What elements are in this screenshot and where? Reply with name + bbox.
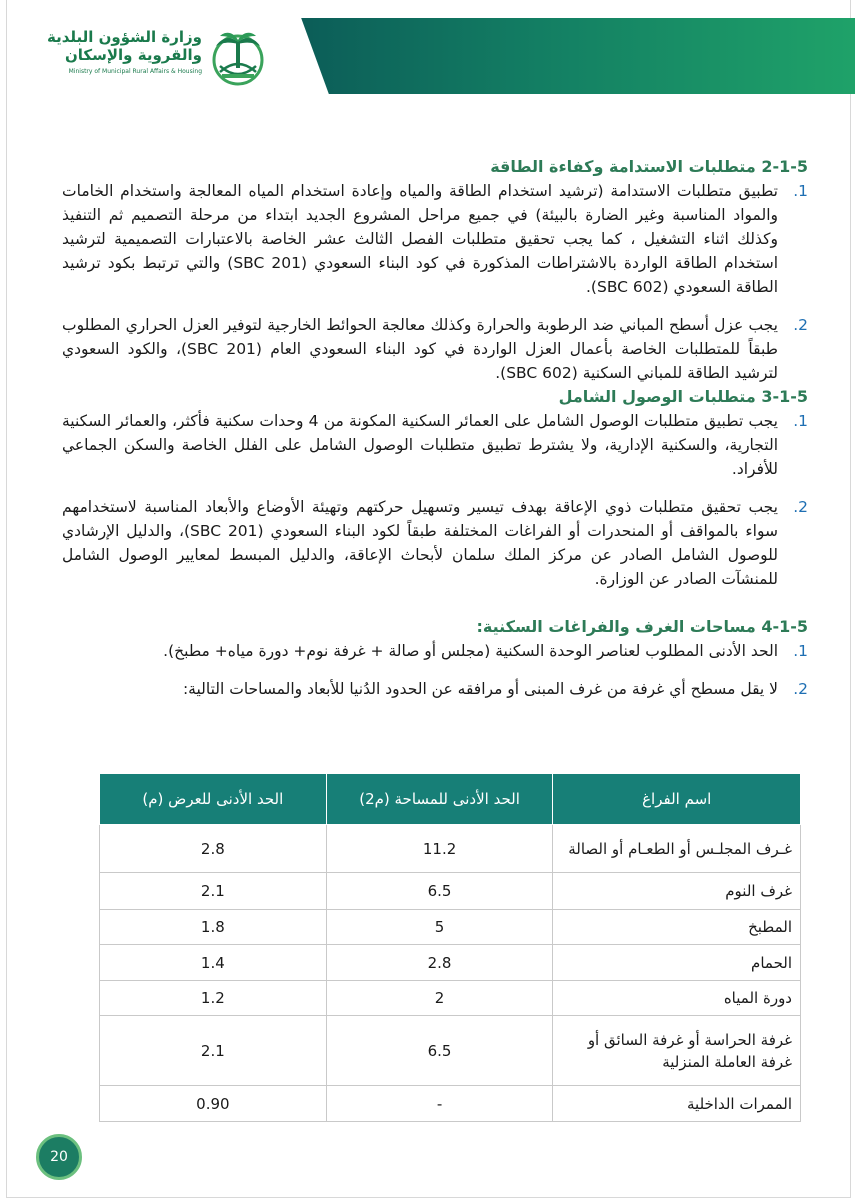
cell-min-width: 2.1 (100, 1016, 327, 1086)
table-row (100, 1086, 801, 1122)
list-item-text: تطبيق متطلبات الاستدامة (ترشيد استخدام الطاقة والمياه وإعادة استخدام المياه المعالجة واستخدام الخامات والمواد المناسبة وغير الضارة بالبيئة) في جميع مراحل المشروع الجديد ابتداء من مرحلة التصميم ثم التنفيذ وكذلك اثناء التشغيل ، كما يجب تحقيق متطلبات الفصل الثالث عشر الخاصة بالاعتبارات التصميمية لترشيد استخدام الطاقة الواردة بالاشتراطات المذكورة في كود البناء السعودي (SBC 201) والتي ترتبط بكود ترشيد الطاقة السعودي (SBC 602). (62, 182, 779, 296)
table-row (100, 981, 801, 1016)
list-item (62, 495, 808, 591)
list-number: 2. (793, 316, 808, 334)
cell-min-width: 0.90 (100, 1086, 327, 1122)
list-item-text: الحد الأدنى المطلوب لعناصر الوحدة السكنية (مجلس أو صالة + غرفة نوم+ دورة مياه+ مطبخ). (163, 642, 778, 660)
cell-min-width: 2.8 (100, 825, 327, 873)
page-number-badge: 20 (36, 1134, 82, 1180)
list-number: 1. (793, 412, 808, 430)
column-header-min-area: الحد الأدنى للمساحة (م2) (326, 774, 553, 825)
cell-min-width: 2.1 (100, 873, 327, 910)
list-number: 2. (793, 680, 808, 698)
ministry-logo (46, 24, 272, 98)
cell-min-area: 2.8 (326, 945, 553, 981)
table-header-row (100, 774, 801, 825)
table-row (100, 1016, 801, 1086)
cell-space-name: دورة المياه (553, 981, 801, 1016)
room-areas-table (99, 773, 801, 1122)
cell-min-area: 2 (326, 981, 553, 1016)
list-number: 2. (793, 498, 808, 516)
cell-space-name: الحمام (553, 945, 801, 981)
list-number: 1. (793, 182, 808, 200)
cell-space-name: الممرات الداخلية (553, 1086, 801, 1122)
cell-space-name: غرفة الحراسة أو غرفة السائق أو غرفة العاملة المنزلية (553, 1016, 801, 1086)
cell-space-name: غـرف المجلـس أو الطعـام أو الصالة (553, 825, 801, 873)
section-title-room-areas: 4-1-5 مساحات الغرف والفراغات السكنية: (476, 617, 808, 636)
list-item-text: يجب تحقيق متطلبات ذوي الإعاقة بهدف تيسير وتسهيل حركتهم وتهيئة الأوضاع والأبعاد المناسبة لاستخدامهم سواء بالمواقف أو المنحدرات أو الفراغات المختلفة طبقاً لكود البناء السعودي (SBC 201)، والدليل الإرشادي للوصول الشامل الصادر عن مركز الملك سلمان لأبحاث الإعاقة، والدليل المبسط لمعايير الوصول الشامل للمنشآت الصادر عن الوزارة. (62, 498, 778, 588)
cell-min-width: 1.4 (100, 945, 327, 981)
cell-space-name: المطبخ (553, 910, 801, 945)
ministry-name-ar-line1: وزارة الشؤون البلدية (46, 28, 202, 46)
palm-swords-emblem-icon (208, 26, 268, 88)
ministry-name-ar (47, 28, 202, 64)
list-item (62, 639, 808, 663)
list-item-text: يجب تطبيق متطلبات الوصول الشامل على العمائر السكنية المكونة من 4 وحدات سكنية فأكثر، والعمائر السكنية التجارية، والسكنية الإدارية، ولا يشترط تطبيق متطلبات الوصول الشامل على الفلل الخاصة والسكن الجماعي للأفراد. (62, 412, 778, 478)
list-item-text: يجب عزل أسطح المباني ضد الرطوبة والحرارة وكذلك معالجة الحوائط الخارجية لتوفير العزل الحراري المطلوب طبقاً للمتطلبات الخاصة بأعمال العزل الواردة في كود البناء السعودي العام (SBC 201)، والكود السعودي لترشيد الطاقة للمباني السكنية (SBC 602). (62, 316, 778, 382)
column-header-space-name: اسم الفراغ (553, 774, 801, 825)
cell-min-area: - (326, 1086, 553, 1122)
ministry-name-ar-line2: والقروية والإسكان (64, 46, 202, 64)
list-item (62, 179, 808, 299)
cell-min-area: 5 (326, 910, 553, 945)
cell-min-width: 1.8 (100, 910, 327, 945)
list-item (62, 409, 808, 481)
column-header-min-width: الحد الأدنى للعرض (م) (100, 774, 327, 825)
list-item-text: لا يقل مسطح أي غرفة من غرف المبنى أو مرافقه عن الحدود الدُنيا للأبعاد والمساحات التالية: (182, 680, 778, 698)
section-title-sustainability: 2-1-5 متطلبات الاستدامة وكفاءة الطاقة (490, 157, 808, 176)
list-item (62, 313, 808, 385)
document-body (62, 155, 808, 701)
cell-space-name: غرف النوم (553, 873, 801, 910)
cell-min-area: 11.2 (326, 825, 553, 873)
header-band (280, 18, 855, 94)
cell-min-width: 1.2 (100, 981, 327, 1016)
list-item (62, 677, 808, 701)
table-row (100, 945, 801, 981)
ministry-name-en: Ministry of Municipal Rural Affairs & Housing (68, 68, 202, 75)
cell-min-area: 6.5 (326, 1016, 553, 1086)
section-title-universal-access: 3-1-5 متطلبات الوصول الشامل (558, 387, 808, 406)
cell-min-area: 6.5 (326, 873, 553, 910)
table-row (100, 873, 801, 910)
table-row (100, 825, 801, 873)
list-number: 1. (793, 642, 808, 660)
table-row (100, 910, 801, 945)
